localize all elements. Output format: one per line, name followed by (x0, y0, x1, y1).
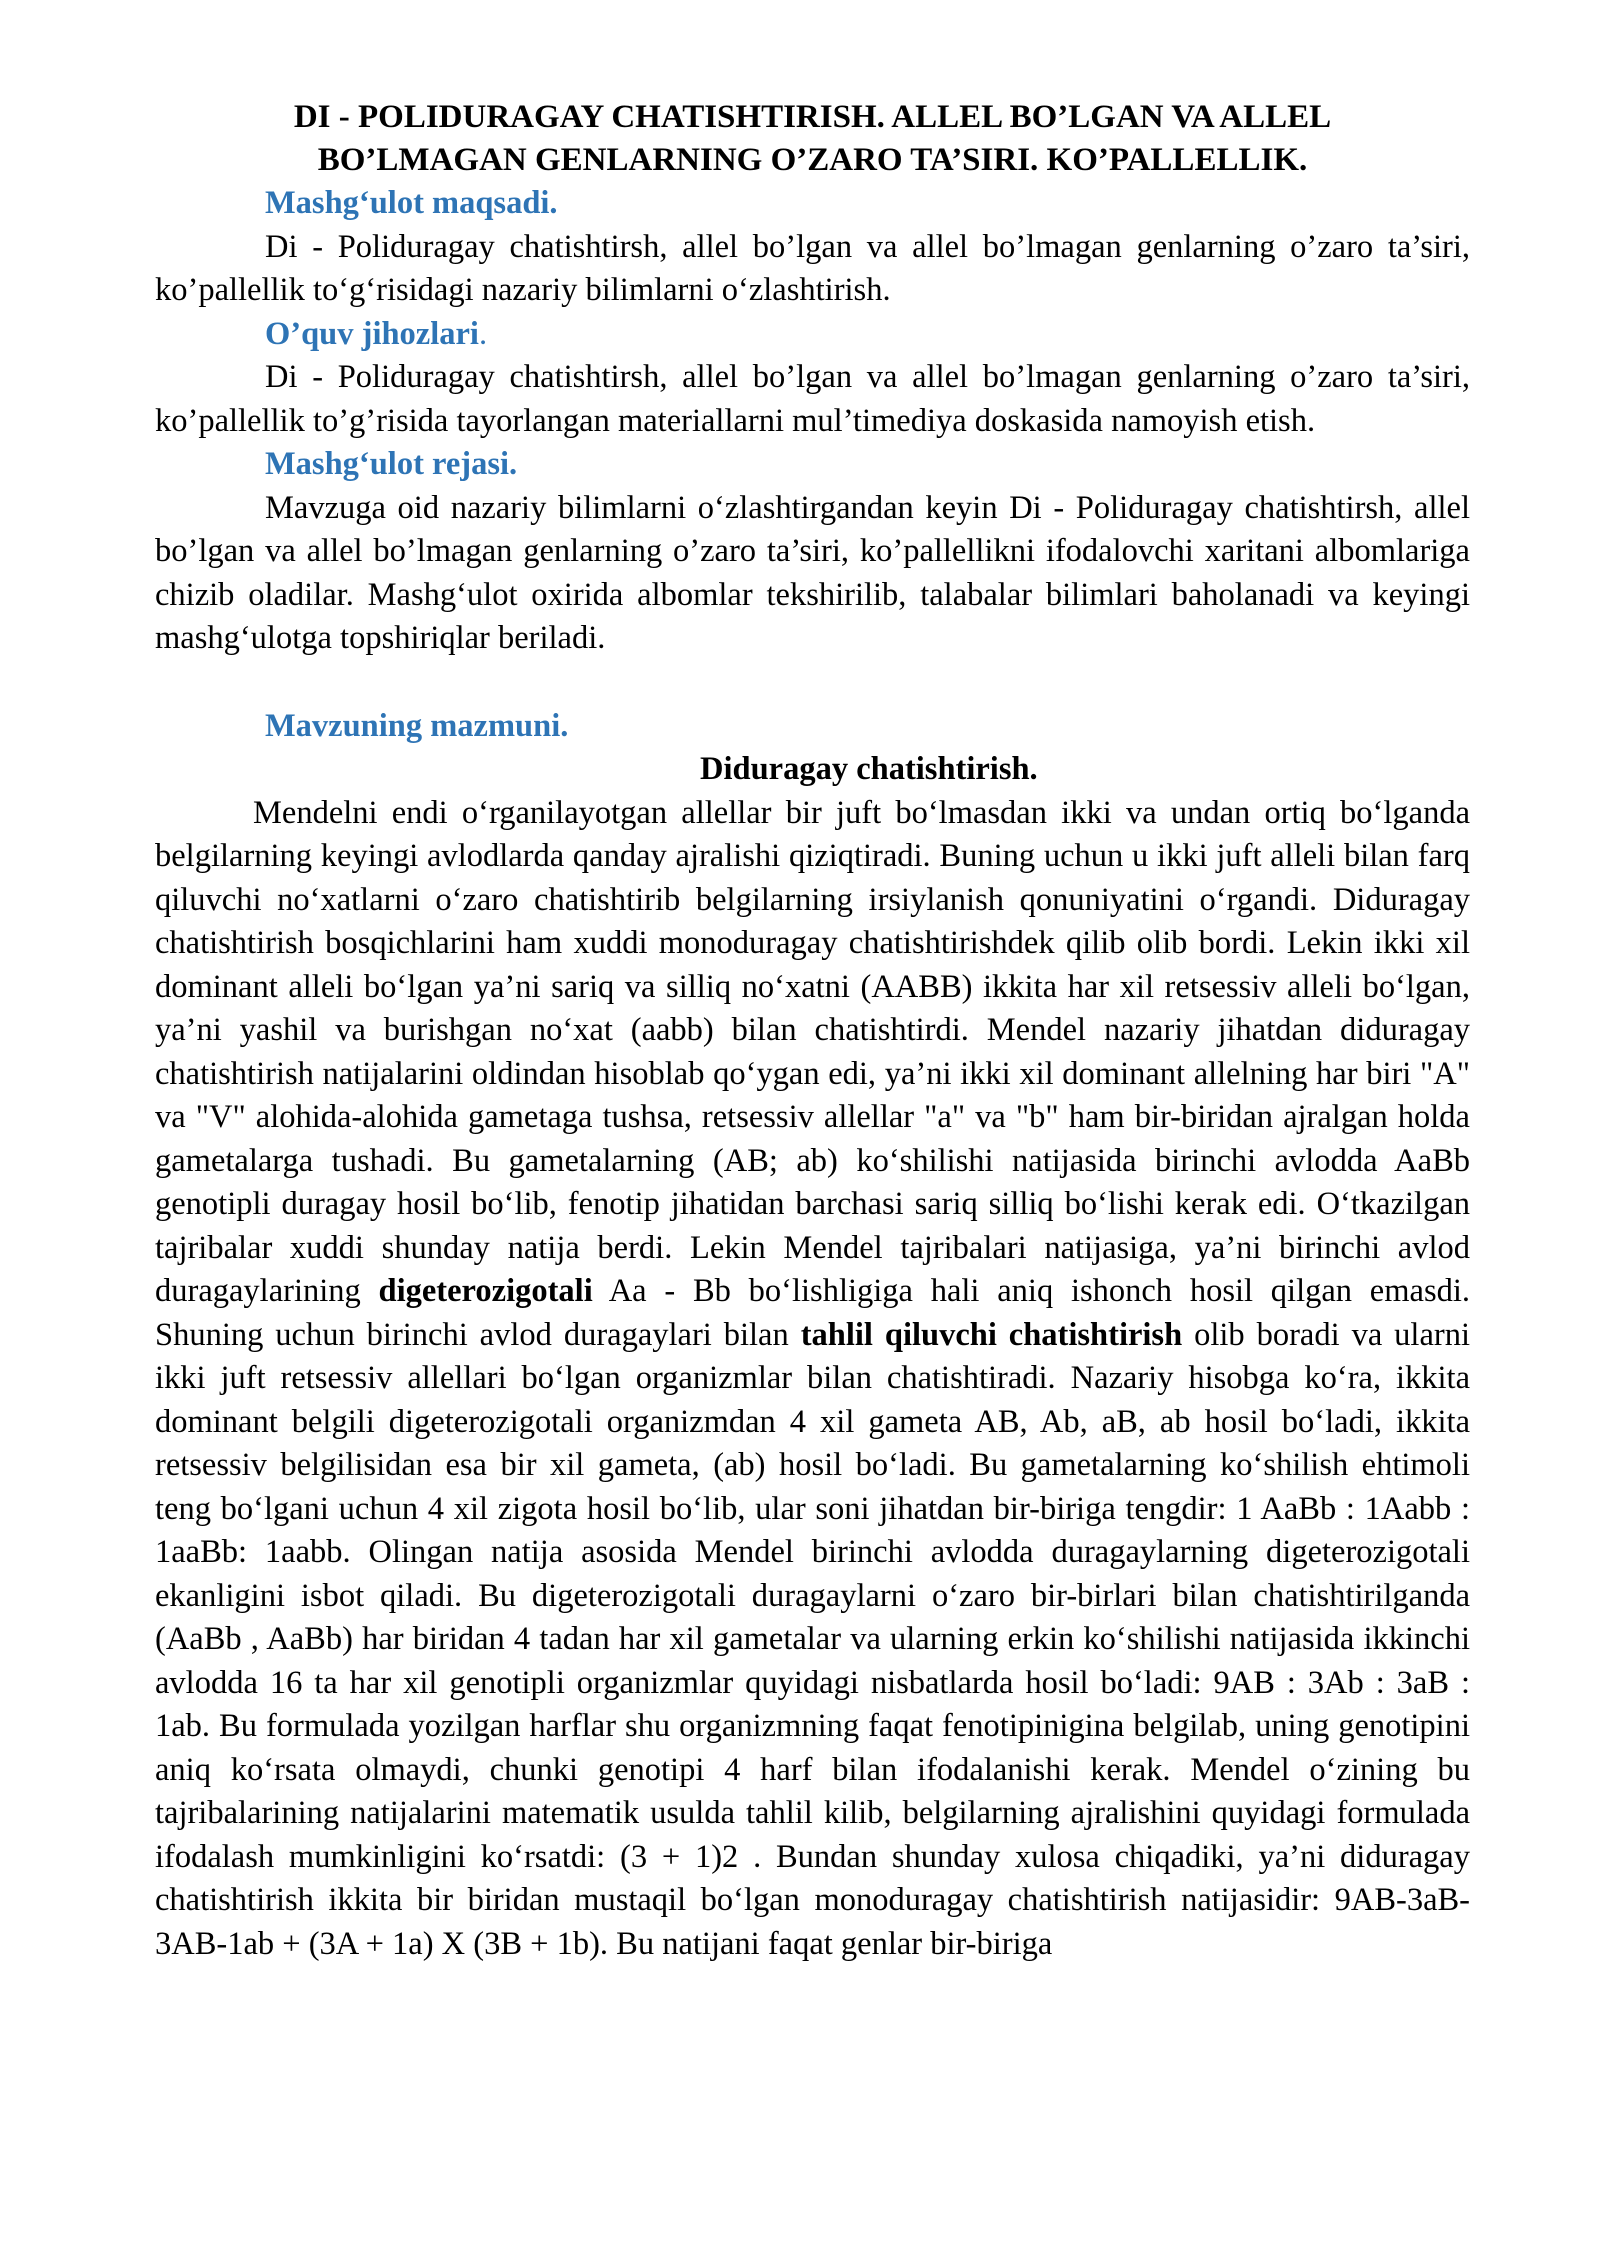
section-heading-reja: Mashg‘ulot rejasi. (265, 446, 518, 482)
body-bold-term-1: digeterozigotali (378, 1273, 593, 1309)
paragraph-reja: Mavzuga oid nazariy bilimlarni o‘zlashtirgandan keyin Di - Poliduragay chatishtirsh, allel bo’lgan va allel bo’lmagan genlarning o’zaro ta’siri, ko’pallellikni ifodalovchi xaritani albomlariga chizib oladilar. Mashg‘ulot oxirida albomlar tekshirilib, talabalar bilimlari baholanadi va keyingi mashg‘ulotga topshiriqlar beriladi. (155, 489, 1470, 656)
section-heading-maqsad: Mashg‘ulot maqsadi. (265, 185, 558, 221)
heading-jihozlar-dot: . (478, 315, 488, 352)
title-line-2: BO’LMAGAN GENLARNING O’ZARO TA’SIRI. KO’PALLELLIK. (317, 142, 1308, 178)
subsection-heading-diduragay: Diduragay chatishtirish. (700, 751, 1038, 787)
blank-line (155, 661, 1470, 705)
heading-jihozlar-text: O’quv jihozlari (265, 315, 479, 352)
body-bold-term-2: tahlil qiluvchi chatishtirish (800, 1316, 1183, 1353)
title-line-1: DI - POLIDURAGAY CHATISHTIRISH. ALLEL BO’LGAN VA ALLEL (293, 99, 1332, 135)
body-text-part-3: olib boradi va ularni ikki juft retsessiv allellari bo‘lgan organizmlar bilan chatishtiradi. Nazariy hisobga ko‘ra, ikkita dominant belgili digeterozigotali organizmdan 4 xil gameta AB, Ab, aB, ab hosil bo‘ladi, ikkita retsessiv belgilisidan esa bir xil gameta, (ab) hosil bo‘ladi. Bu gametalarning ko‘shilish ehtimoli teng bo‘lgani uchun 4 xil zigota hosil bo‘lib, ular soni jihatdan bir-biriga tengdir: 1 AaBb : 1Aabb : 1aaBb: 1aabb. Olingan natija asosida Mendel birinchi avlodda duragaylarning digeterozigotali ekanligini isbot qiladi. Bu digeterozigotali duragaylarni o‘zaro bir-birlari bilan chatishtirilganda (AaBb , AaBb) har biridan 4 tadan har xil gametalar va ularning erkin ko‘shilishi natijasida ikkinchi avlodda 16 ta har xil genotipli organizmlar quyidagi nisbatlarda hosil bo‘ladi: 9AB : 3Ab : 3aB : 1ab. Bu formulada yozilgan harflar shu organizmning faqat fenotipinigina belgilab, uning genotipini aniq ko‘rsata olmaydi, chunki genotipi 4 harf bilan ifodalanishi kerak. Mendel o‘zining bu tajribalarining natijalarini matematik usulda tahlil kilib, belgilarning ajralishini quyidagi formulada ifodalash mumkinligini ko‘rsatdi: (3 + 1)2 . Bundan shunday xulosa chiqadiki, ya’ni diduragay chatishtirish ikkita bir biridan mustaqil bo‘lgan monoduragay chatishtirish natijasidir: 9AB-3aB-3AB-1ab + (3A + 1a) X (3B + 1b). Bu natijani faqat genlar bir-biriga (155, 1316, 1470, 1962)
paragraph-maqsad: Di - Poliduragay chatishtirsh, allel bo’lgan va allel bo’lmagan genlarning o’zaro ta’siri, ko’pallellik to‘g‘risidagi nazariy bilimlarni o‘zlashtirish. (155, 228, 1470, 308)
paragraph-main-body (155, 792, 1470, 1967)
body-text-part-1: Mendelni endi o‘rganilayotgan allellar bir juft bo‘lmasdan ikki va undan ortiq bo‘lganda belgilarning keyingi avlodlarda qanday ajralishi qiziqtiradi. Buning uchun u ikki juft alleli bilan farq qiluvchi no‘xatlarni o‘zaro chatishtirib belgilarning irsiylanish qonuniyatini o‘rgandi. Diduragay chatishtirish bosqichlarini ham xuddi monoduragay chatishtirishdek qilib olib bordi. Lekin ikki xil dominant alleli bo‘lgan ya’ni sariq va silliq no‘xatni (AABB) ikkita har xil retsessiv alleli bo‘lgan, ya’ni yashil va burishgan no‘xat (aabb) bilan chatishtirdi. Mendel nazariy jihatdan diduragay chatishtirish natijalarini oldindan hisoblab qo‘ygan edi, ya’ni ikki xil dominant allelning har biri "A" va "V" alohida-alohida gametaga tushsa, retsessiv allellar "a" va "b" ham bir-biridan ajralgan holda gametalarga tushadi. Bu gametalarning (AB; ab) ko‘shilishi natijasida birinchi avlodda AaBb genotipli duragay hosil bo‘lib, fenotip jihatidan barchasi sariq silliq bo‘lishi kerak edi. O‘tkazilgan tajribalar xuddi shunday natija berdi. Lekin Mendel tajribalari natijasiga, ya’ni birinchi avlod duragaylarining (155, 794, 1470, 1309)
document-title (155, 96, 1470, 182)
body-text-part-2: Aa - Bb bo‘lishligiga hali aniq ishonch hosil qilgan emasdi. Shuning uchun birinchi avlod duragaylari bilan (155, 1273, 1470, 1353)
section-heading-jihozlar (155, 313, 1470, 357)
section-heading-mazmun: Mavzuning mazmuni. (265, 707, 569, 744)
paragraph-jihozlar: Di - Poliduragay chatishtirsh, allel bo’lgan va allel bo’lmagan genlarning o’zaro ta’siri, ko’pallellik to’g’risida tayorlangan materiallarni mul’timediya doskasida namoyish etish. (155, 359, 1470, 439)
